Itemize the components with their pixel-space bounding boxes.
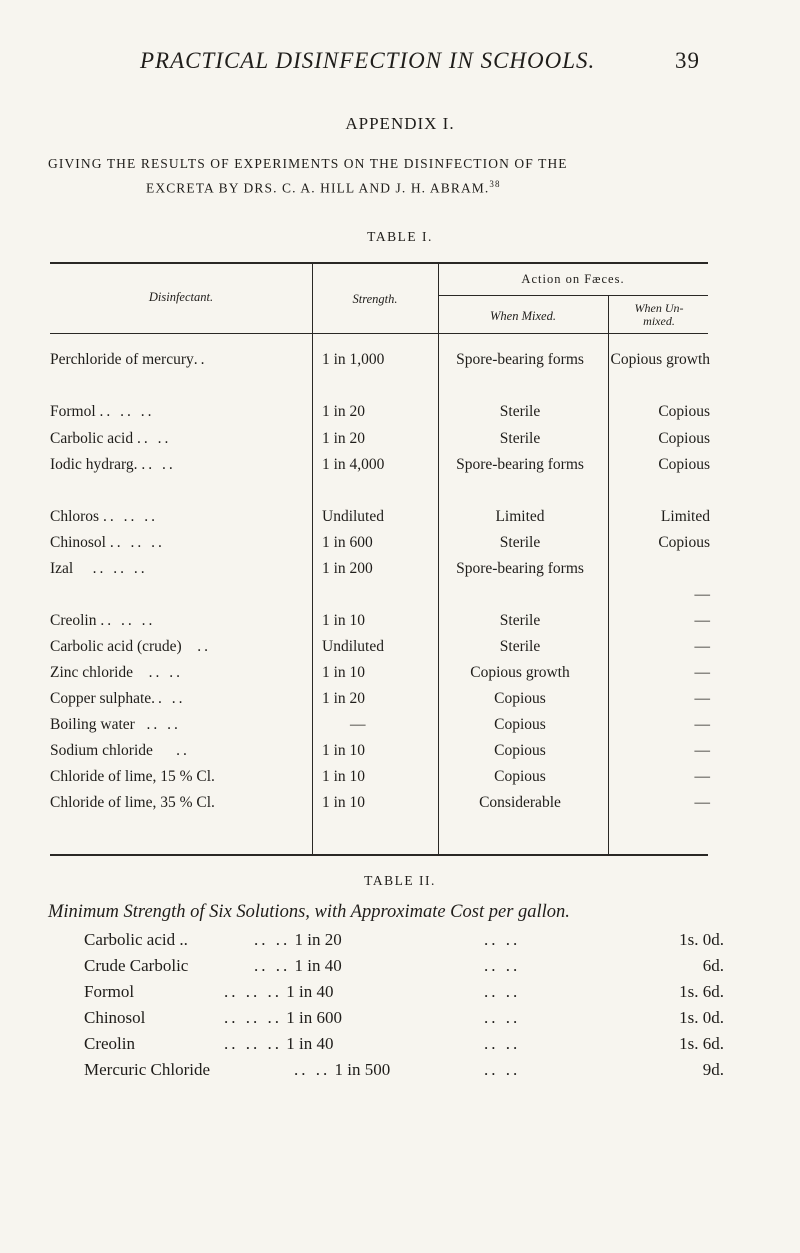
row-when-mixed: Sterile bbox=[499, 430, 541, 447]
row-disinfectant bbox=[50, 507, 310, 527]
leader-dots: .. .. .. bbox=[102, 508, 158, 525]
header-when-unmixed-line2: mixed. bbox=[643, 314, 675, 328]
solution-cost: 1s. 6d. bbox=[679, 982, 724, 1001]
leader-dots: .. .. bbox=[254, 930, 291, 949]
header-action-on-faeces: Action on Fæces. bbox=[521, 272, 625, 286]
solution-name: Chinosol bbox=[84, 1008, 146, 1027]
header-when-unmixed-line1: When Un- bbox=[634, 301, 684, 315]
leader-dots: .. .. bbox=[484, 930, 521, 949]
disinfectant-name: Chinosol bbox=[50, 534, 106, 551]
row-when-mixed: Sterile bbox=[499, 403, 541, 420]
disinfectant-name: Boiling water bbox=[50, 716, 135, 733]
row-strength: 1 in 4,000 bbox=[322, 456, 385, 473]
row-strength: 1 in 10 bbox=[322, 664, 366, 681]
solution-cost: 1s. 0d. bbox=[679, 1008, 724, 1027]
leader-dots: .. .. .. bbox=[224, 982, 282, 1001]
row-disinfectant bbox=[50, 611, 310, 631]
strength-value: 1 in 500 bbox=[334, 1060, 391, 1079]
row-when-mixed: Considerable bbox=[479, 794, 561, 811]
disinfectant-name: Izal bbox=[50, 560, 74, 577]
col-divider-1 bbox=[312, 262, 313, 855]
strength-value: 1 in 600 bbox=[286, 1008, 342, 1027]
solution-name: Carbolic acid .. bbox=[84, 930, 188, 949]
table-row bbox=[84, 956, 724, 980]
row-when-mixed: Copious bbox=[494, 742, 546, 759]
solution-cost: 1s. 6d. bbox=[679, 1034, 724, 1053]
disinfectant-name: Zinc chloride bbox=[50, 664, 134, 681]
row-disinfectant bbox=[50, 663, 310, 683]
row-when-unmixed: Copious bbox=[658, 534, 710, 551]
leader-dots: .. .. .. bbox=[224, 1008, 282, 1027]
table1-bottom-rule bbox=[50, 854, 708, 856]
strength-value: 1 in 40 bbox=[294, 956, 342, 975]
leader-dots: .. bbox=[197, 638, 211, 655]
row-when-unmixed: — bbox=[694, 716, 710, 733]
disinfectant-name: Formol bbox=[50, 403, 96, 420]
intro-line-1: GIVING THE RESULTS OF EXPERIMENTS ON THE DISINFECTION OF THE bbox=[48, 156, 568, 171]
row-disinfectant bbox=[50, 350, 310, 370]
table1-top-rule bbox=[50, 262, 708, 264]
row-disinfectant bbox=[50, 637, 310, 657]
leader-dots: .. bbox=[193, 351, 208, 368]
row-disinfectant bbox=[50, 559, 310, 579]
row-when-mixed: Sterile bbox=[499, 534, 541, 551]
running-title: PRACTICAL DISINFECTION IN SCHOOLS. bbox=[140, 48, 596, 73]
solution-strength bbox=[224, 982, 333, 1002]
row-strength: 1 in 10 bbox=[322, 768, 366, 785]
leader-dots: .. .. bbox=[254, 956, 291, 975]
row-when-mixed: Copious growth bbox=[470, 664, 570, 681]
intro-line-2 bbox=[48, 174, 768, 199]
disinfectant-name: Copper sulphate bbox=[50, 690, 152, 707]
row-disinfectant bbox=[50, 455, 310, 475]
row-when-unmixed: Copious bbox=[658, 403, 710, 420]
solution-cost: 1s. 0d. bbox=[679, 930, 724, 949]
table1-caption: TABLE I. bbox=[367, 229, 433, 244]
row-when-mixed: Copious bbox=[494, 690, 546, 707]
leader-dots: .. .. .. bbox=[92, 560, 148, 577]
table-row bbox=[84, 1034, 724, 1058]
header-strength: Strength. bbox=[352, 292, 398, 306]
disinfectant-name: Creolin bbox=[50, 612, 97, 629]
footnote-ref: 38 bbox=[489, 179, 501, 189]
disinfectant-name: Carbolic acid bbox=[50, 430, 134, 447]
row-when-mixed: Sterile bbox=[499, 612, 541, 629]
solution-name: Creolin bbox=[84, 1034, 135, 1053]
row-when-mixed: Spore-bearing forms bbox=[456, 456, 584, 473]
disinfectant-name: Sodium chloride bbox=[50, 742, 153, 759]
row-when-unmixed: — bbox=[694, 612, 710, 629]
row-disinfectant bbox=[50, 402, 310, 422]
row-when-unmixed: — bbox=[694, 586, 710, 603]
row-strength: 1 in 1,000 bbox=[322, 351, 385, 368]
row-when-unmixed: — bbox=[694, 742, 710, 759]
row-strength: 1 in 20 bbox=[322, 430, 366, 447]
table1 bbox=[50, 262, 708, 862]
row-when-mixed: Limited bbox=[495, 508, 545, 525]
row-when-unmixed: Copious bbox=[658, 430, 710, 447]
header-when-unmixed bbox=[610, 302, 708, 328]
leader-dots: .. .. bbox=[141, 456, 176, 473]
row-strength: Undiluted bbox=[322, 638, 384, 655]
strength-value: 1 in 40 bbox=[286, 1034, 334, 1053]
solution-strength bbox=[254, 930, 342, 950]
row-disinfectant bbox=[50, 533, 310, 553]
table-row bbox=[84, 1060, 724, 1084]
col-divider-3 bbox=[608, 295, 609, 855]
leader-dots: .. .. bbox=[484, 1060, 521, 1079]
disinfectant-name: Perchloride of mercury bbox=[50, 351, 194, 368]
table1-header-rule bbox=[50, 333, 708, 334]
row-when-unmixed: Limited bbox=[660, 508, 710, 525]
leader-dots: .. .. .. bbox=[99, 403, 155, 420]
row-when-mixed: Spore-bearing forms bbox=[456, 560, 584, 577]
row-when-unmixed: — bbox=[694, 768, 710, 785]
row-strength: — bbox=[350, 716, 366, 733]
running-head bbox=[140, 48, 700, 74]
row-when-unmixed: Copious growth bbox=[610, 351, 710, 368]
solution-strength bbox=[294, 1060, 390, 1080]
row-strength: 1 in 200 bbox=[322, 560, 373, 577]
row-when-unmixed: — bbox=[694, 664, 710, 681]
leader-dots: .. .. bbox=[484, 1034, 521, 1053]
row-when-mixed: Spore-bearing forms bbox=[456, 351, 584, 368]
row-strength: 1 in 10 bbox=[322, 742, 366, 759]
leader-dots: .. .. bbox=[484, 982, 521, 1001]
solution-strength bbox=[224, 1008, 342, 1028]
row-disinfectant bbox=[50, 741, 310, 761]
row-when-mixed: Sterile bbox=[499, 638, 541, 655]
appendix-title-text: APPENDIX I. bbox=[345, 114, 455, 133]
row-strength: 1 in 10 bbox=[322, 794, 366, 811]
solution-name: Formol bbox=[84, 982, 135, 1001]
row-when-unmixed: Copious bbox=[658, 456, 710, 473]
leader-dots: .. .. bbox=[136, 430, 172, 447]
strength-value: 1 in 40 bbox=[286, 982, 334, 1001]
row-disinfectant: Chloride of lime, 15 % Cl. bbox=[50, 768, 215, 785]
disinfectant-name: Chloros bbox=[50, 508, 100, 525]
action-subheader-rule bbox=[438, 295, 708, 296]
leader-dots: .. .. .. bbox=[100, 612, 156, 629]
row-when-unmixed: — bbox=[694, 794, 710, 811]
row-strength: Undiluted bbox=[322, 508, 384, 525]
intro-line-2-text: EXCRETA BY DRS. C. A. HILL AND J. H. ABRAM. bbox=[146, 180, 490, 196]
table-row bbox=[84, 1008, 724, 1032]
row-strength: 1 in 20 bbox=[322, 690, 366, 707]
row-when-mixed: Copious bbox=[494, 768, 546, 785]
row-disinfectant bbox=[50, 429, 310, 449]
row-when-mixed: Copious bbox=[494, 716, 546, 733]
solution-strength bbox=[254, 956, 342, 976]
leader-dots: .. .. .. bbox=[109, 534, 165, 551]
solution-cost: 6d. bbox=[702, 956, 724, 975]
leader-dots: .. .. bbox=[484, 956, 521, 975]
leader-dots: .. .. bbox=[151, 690, 186, 707]
row-strength: 1 in 600 bbox=[322, 534, 373, 551]
solution-cost: 9d. bbox=[702, 1060, 724, 1079]
leader-dots: .. .. bbox=[484, 1008, 521, 1027]
row-disinfectant bbox=[50, 689, 310, 709]
leader-dots: .. bbox=[176, 742, 190, 759]
table-row bbox=[84, 982, 724, 1006]
row-when-unmixed: — bbox=[694, 690, 710, 707]
row-disinfectant: Chloride of lime, 35 % Cl. bbox=[50, 794, 215, 811]
leader-dots: .. .. bbox=[148, 664, 183, 681]
solution-name: Crude Carbolic bbox=[84, 956, 189, 975]
disinfectant-name: Iodic hydrarg. bbox=[50, 456, 138, 473]
solution-name: Mercuric Chloride bbox=[84, 1060, 211, 1079]
table2-caption: TABLE II. bbox=[364, 873, 436, 888]
row-when-unmixed: — bbox=[694, 638, 710, 655]
leader-dots: .. .. .. bbox=[224, 1034, 282, 1053]
table-row bbox=[84, 930, 724, 954]
page-number: 39 bbox=[675, 48, 700, 73]
table2-heading: Minimum Strength of Six Solutions, with Approximate Cost per gallon. bbox=[48, 902, 570, 922]
row-strength: 1 in 10 bbox=[322, 612, 366, 629]
row-disinfectant bbox=[50, 715, 310, 735]
leader-dots: .. .. bbox=[294, 1060, 331, 1079]
strength-value: 1 in 20 bbox=[294, 930, 342, 949]
disinfectant-name: Carbolic acid (crude) bbox=[50, 638, 182, 655]
header-when-mixed: When Mixed. bbox=[490, 309, 556, 323]
appendix-intro bbox=[48, 153, 768, 199]
row-strength: 1 in 20 bbox=[322, 403, 366, 420]
leader-dots: .. .. bbox=[146, 716, 181, 733]
header-disinfectant: Disinfectant. bbox=[148, 290, 214, 304]
appendix-title bbox=[0, 114, 800, 134]
solution-strength bbox=[224, 1034, 333, 1054]
